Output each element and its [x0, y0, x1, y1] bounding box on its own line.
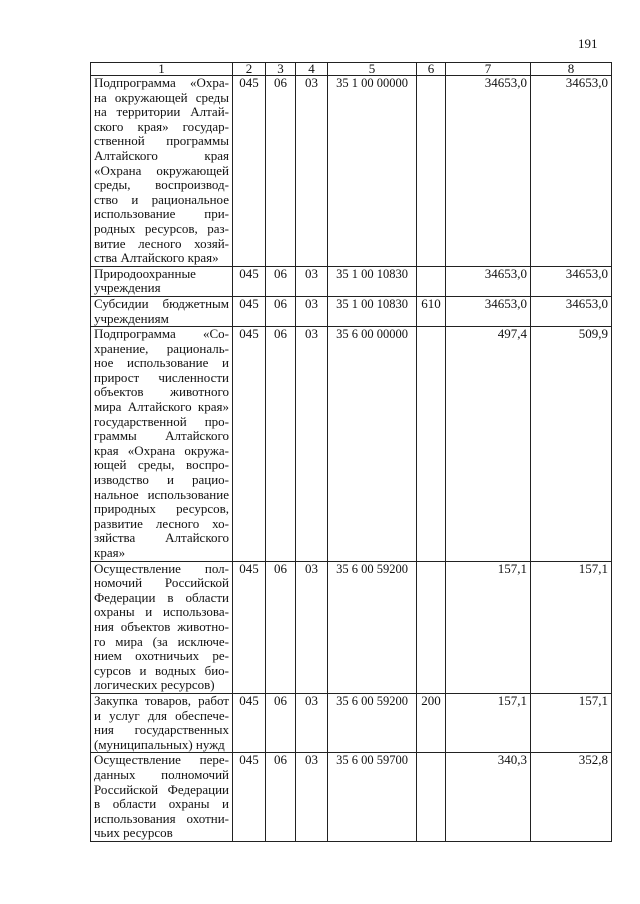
- row-name-line: использования охотни-: [94, 810, 229, 826]
- cell-code: 35 1 00 10830: [328, 266, 417, 296]
- cell-col3: 06: [266, 76, 296, 267]
- row-name-line: прирост численности: [94, 369, 229, 385]
- row-name-line: объектов животного: [94, 384, 229, 400]
- row-name-line: ство и рациональное: [94, 191, 229, 207]
- cell-col2: 045: [233, 327, 266, 562]
- cell-col2: 045: [233, 561, 266, 693]
- cell-col6: 610: [417, 296, 446, 326]
- column-header: 4: [296, 63, 328, 76]
- cell-amount-8: 34653,0: [531, 296, 612, 326]
- column-header: 8: [531, 63, 612, 76]
- cell-col3: 06: [266, 266, 296, 296]
- row-name-line: го мира (за исключе-: [94, 633, 229, 649]
- row-name-line: изводство и рацио-: [94, 472, 229, 488]
- cell-col4: 03: [296, 266, 328, 296]
- row-name-line: на территории Алтай-: [94, 104, 229, 120]
- row-name-cell: [91, 327, 233, 562]
- cell-col6: [417, 76, 446, 267]
- row-name-line: Субсидии бюджетным: [94, 295, 229, 311]
- column-header: 7: [446, 63, 531, 76]
- cell-code: 35 6 00 59200: [328, 693, 417, 752]
- cell-col2: 045: [233, 753, 266, 842]
- row-name-cell: [91, 296, 233, 326]
- cell-col4: 03: [296, 327, 328, 562]
- row-name-line: Российской Федерации: [94, 781, 229, 797]
- row-name-line: на окружающей среды: [94, 89, 229, 105]
- cell-col3: 06: [266, 693, 296, 752]
- row-name-line: (муниципальных) нужд: [94, 736, 225, 752]
- row-name-cell: [91, 753, 233, 842]
- table-row: [91, 753, 612, 842]
- row-name-line: ского края» государ-: [94, 118, 229, 134]
- row-name-line: ния государственных: [94, 722, 229, 738]
- row-name-line: края»: [94, 545, 126, 560]
- cell-col2: 045: [233, 693, 266, 752]
- cell-col6: [417, 753, 446, 842]
- cell-amount-7: 34653,0: [446, 266, 531, 296]
- row-name-line: Алтайского края: [94, 147, 229, 163]
- cell-col4: 03: [296, 561, 328, 693]
- table-header-row: [91, 63, 612, 76]
- row-name-line: зяйства Алтайского: [94, 530, 229, 546]
- cell-col6: 200: [417, 693, 446, 752]
- column-header: 2: [233, 63, 266, 76]
- row-name-line: ное использование и: [94, 355, 229, 371]
- row-name-line: мира Алтайского края»: [94, 399, 229, 415]
- table-row: [91, 693, 612, 752]
- row-name-line: среды, воспроизвод-: [94, 177, 229, 193]
- row-name-line: граммы Алтайского: [94, 428, 229, 444]
- cell-amount-7: 34653,0: [446, 296, 531, 326]
- page-number: 191: [578, 36, 598, 51]
- column-header: 1: [91, 63, 233, 76]
- row-name-line: сурсов и водных био-: [94, 662, 229, 678]
- cell-code: 35 6 00 59700: [328, 753, 417, 842]
- row-name-cell: [91, 76, 233, 267]
- cell-col3: 06: [266, 561, 296, 693]
- cell-amount-7: 34653,0: [446, 76, 531, 267]
- budget-table: [90, 62, 612, 842]
- cell-amount-8: 157,1: [531, 693, 612, 752]
- table-row: [91, 327, 612, 562]
- cell-col4: 03: [296, 296, 328, 326]
- cell-col3: 06: [266, 327, 296, 562]
- cell-col3: 06: [266, 753, 296, 842]
- row-name-line: Федерации в области: [94, 589, 229, 605]
- row-name-line: использование при-: [94, 206, 229, 222]
- cell-col3: 06: [266, 296, 296, 326]
- cell-col2: 045: [233, 266, 266, 296]
- row-name-line: Природоохранные: [94, 265, 196, 281]
- table-row: [91, 296, 612, 326]
- row-name-line: природных ресурсов,: [94, 501, 229, 517]
- row-name-line: нием охотничьих ре-: [94, 648, 229, 664]
- cell-col4: 03: [296, 753, 328, 842]
- row-name-line: витие лесного хозяй-: [94, 235, 229, 251]
- cell-amount-8: 34653,0: [531, 266, 612, 296]
- cell-col6: [417, 266, 446, 296]
- cell-amount-7: 157,1: [446, 561, 531, 693]
- row-name-line: хранение, рациональ-: [94, 340, 229, 356]
- row-name-line: Подпрограмма «Охра-: [94, 75, 229, 90]
- row-name-cell: [91, 561, 233, 693]
- cell-amount-7: 340,3: [446, 753, 531, 842]
- cell-code: 35 1 00 00000: [328, 76, 417, 267]
- row-name-line: ющей среды, воспро-: [94, 457, 229, 473]
- row-name-line: родных ресурсов, раз-: [94, 220, 229, 236]
- row-name-line: логических ресурсов): [94, 677, 215, 693]
- cell-col4: 03: [296, 693, 328, 752]
- cell-code: 35 6 00 59200: [328, 561, 417, 693]
- row-name-line: ния объектов животно-: [94, 618, 229, 634]
- cell-code: 35 6 00 00000: [328, 327, 417, 562]
- row-name-line: и услуг для обеспече-: [94, 707, 229, 723]
- row-name-line: Подпрограмма «Со-: [94, 326, 229, 342]
- cell-amount-8: 509,9: [531, 327, 612, 562]
- cell-amount-8: 157,1: [531, 561, 612, 693]
- row-name-line: чьих ресурсов: [94, 825, 173, 841]
- row-name-line: развитие лесного хо-: [94, 515, 229, 531]
- row-name-line: учреждениям: [94, 310, 169, 326]
- cell-amount-8: 34653,0: [531, 76, 612, 267]
- row-name-line: нальное использование: [94, 486, 229, 502]
- cell-amount-7: 497,4: [446, 327, 531, 562]
- row-name-line: охраны и использова-: [94, 604, 229, 620]
- table-row: [91, 76, 612, 267]
- row-name-line: учреждения: [94, 280, 161, 296]
- table-row: [91, 561, 612, 693]
- column-header: 6: [417, 63, 446, 76]
- column-header: 3: [266, 63, 296, 76]
- row-name-cell: [91, 693, 233, 752]
- row-name-line: Закупка товаров, работ: [94, 692, 229, 708]
- cell-col4: 03: [296, 76, 328, 267]
- cell-col6: [417, 561, 446, 693]
- cell-amount-7: 157,1: [446, 693, 531, 752]
- row-name-line: Осуществление пол-: [94, 560, 229, 576]
- cell-code: 35 1 00 10830: [328, 296, 417, 326]
- row-name-line: Осуществление пере-: [94, 752, 229, 768]
- row-name-line: номочий Российской: [94, 575, 229, 591]
- row-name-line: государственной про-: [94, 413, 229, 429]
- column-header: 5: [328, 63, 417, 76]
- cell-col6: [417, 327, 446, 562]
- row-name-line: данных полномочий: [94, 766, 229, 782]
- cell-amount-8: 352,8: [531, 753, 612, 842]
- row-name-line: ственной программы: [94, 133, 229, 149]
- row-name-line: в области охраны и: [94, 796, 229, 812]
- table-row: [91, 266, 612, 296]
- cell-col2: 045: [233, 296, 266, 326]
- row-name-line: ства Алтайского края»: [94, 250, 219, 266]
- row-name-line: «Охрана окружающей: [94, 162, 229, 178]
- row-name-cell: [91, 266, 233, 296]
- cell-col2: 045: [233, 76, 266, 267]
- row-name-line: края «Охрана окружа-: [94, 442, 229, 458]
